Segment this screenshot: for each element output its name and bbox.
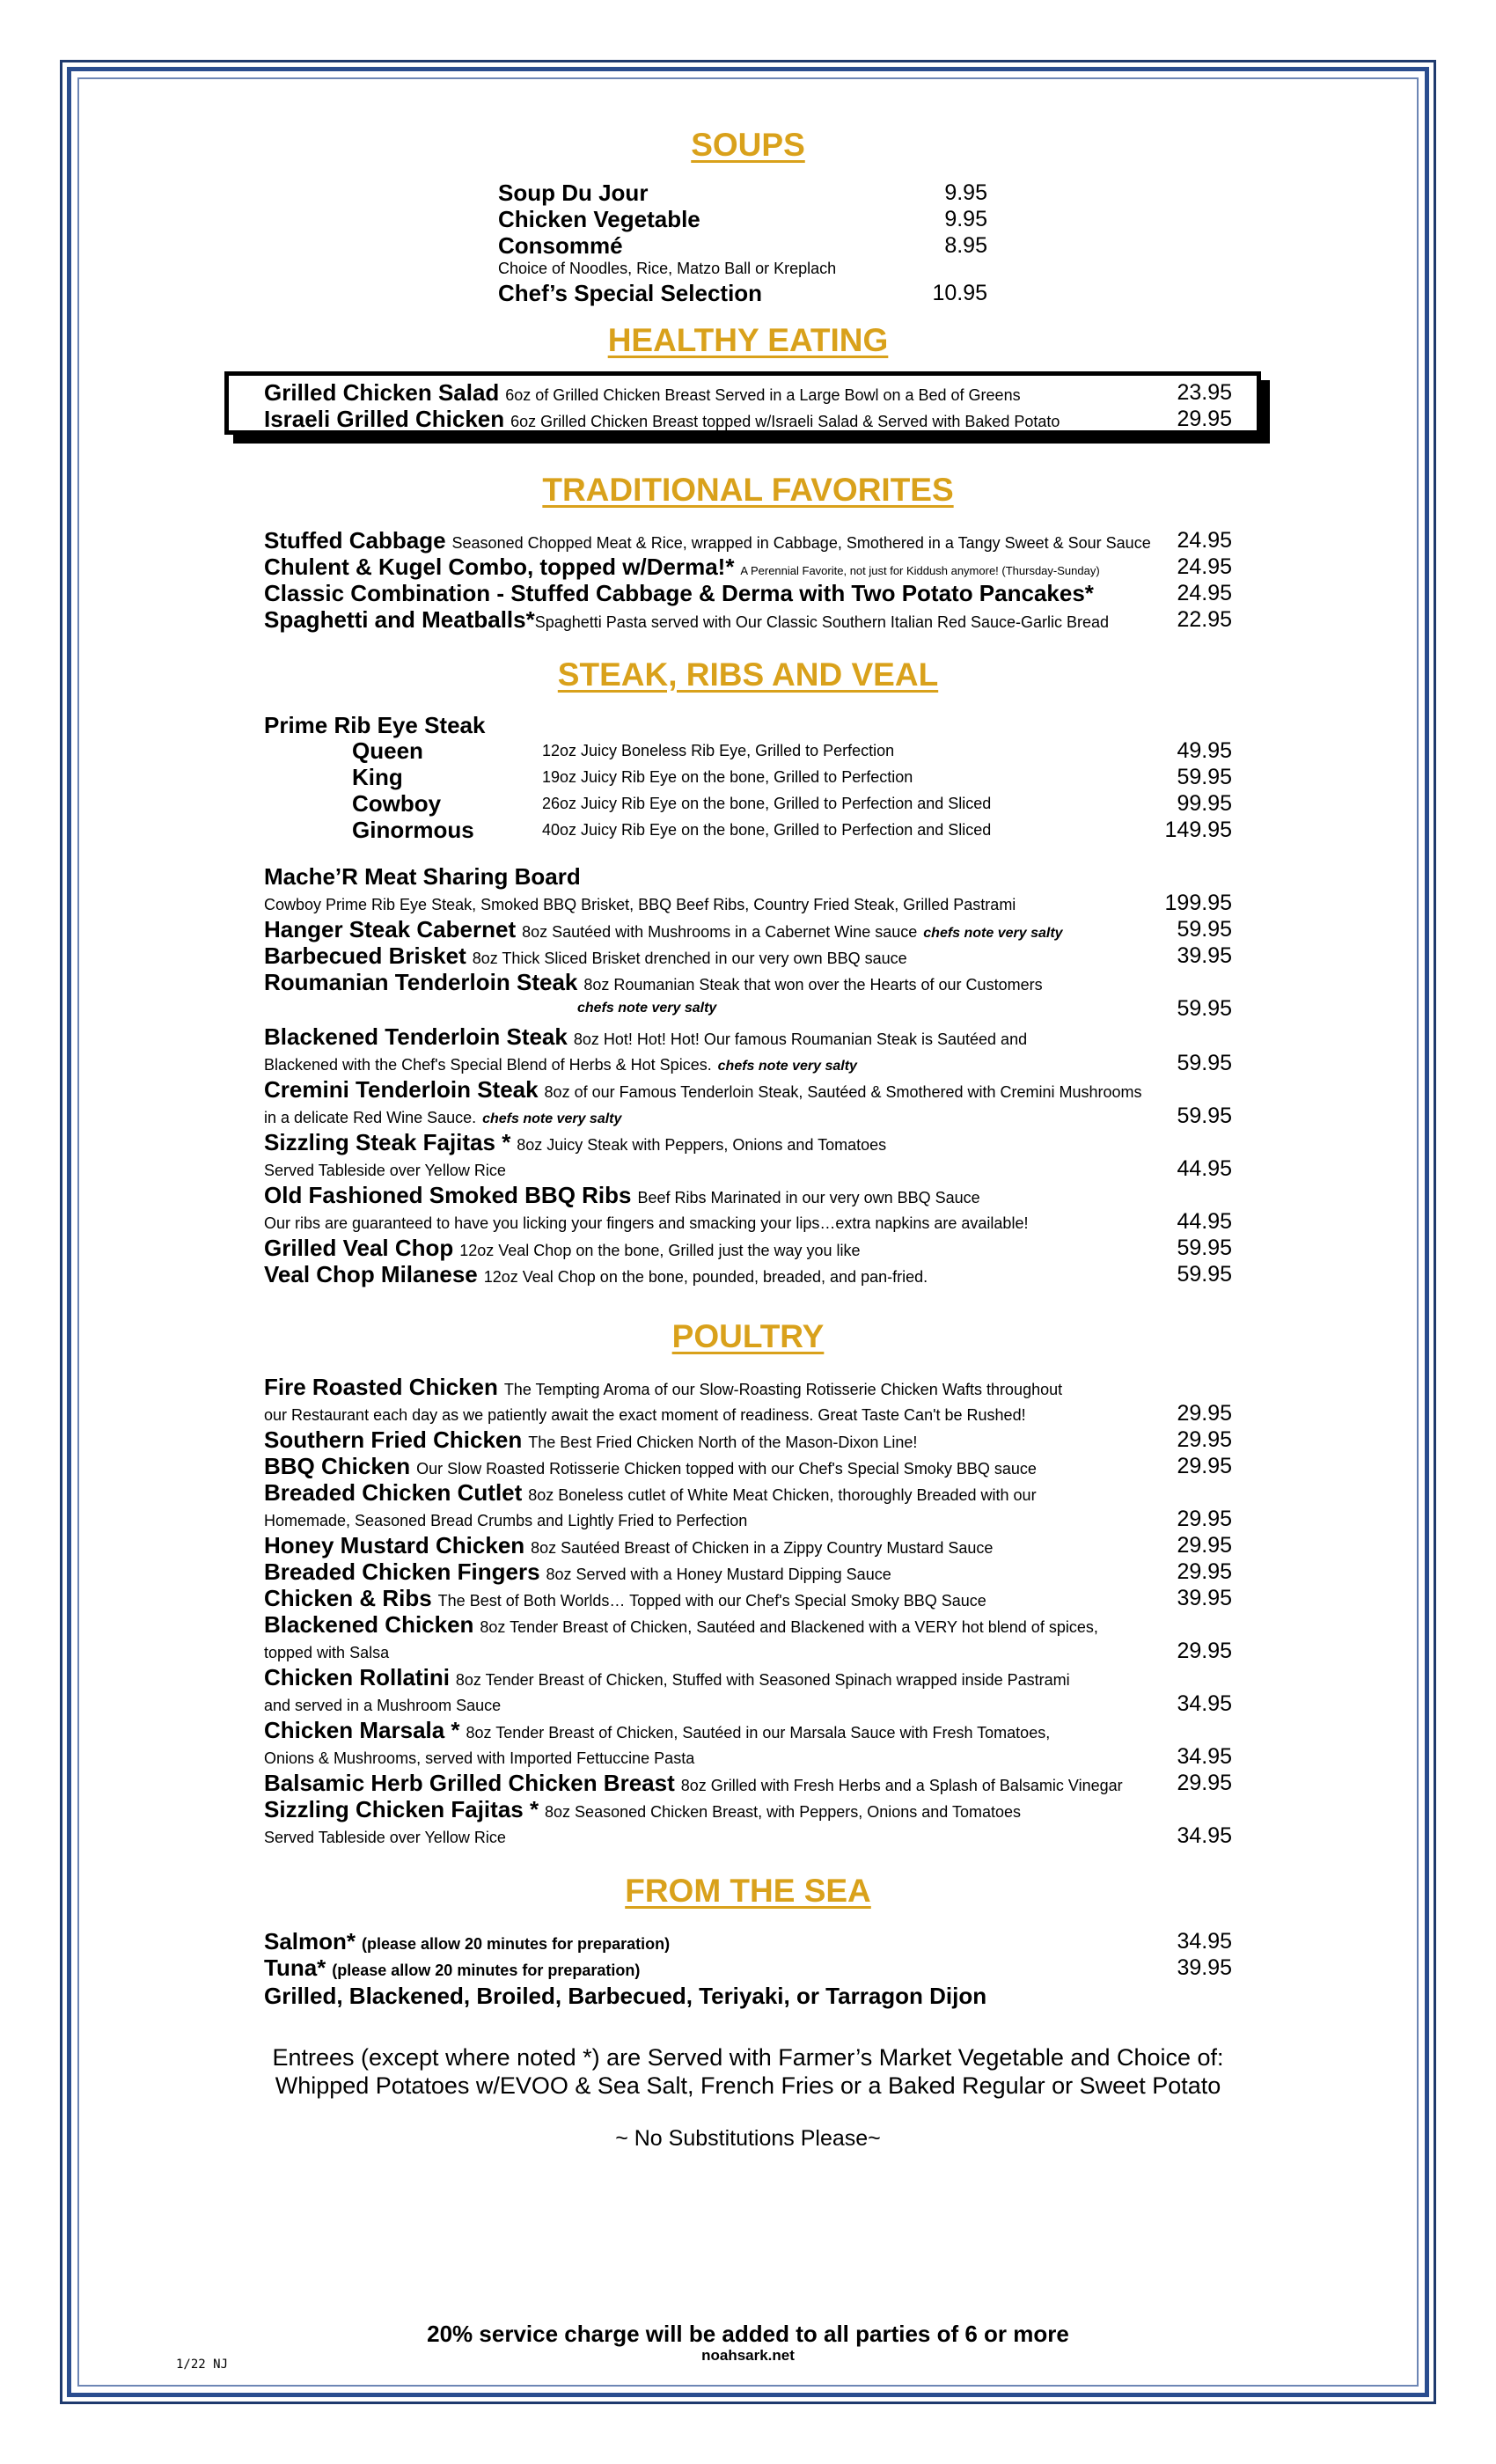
traditional-item: Classic Combination - Stuffed Cabbage & Derma with Two Potato Pancakes* 24.95 [264, 580, 1232, 606]
section-title-steak: STEAK, RIBS AND VEAL [557, 656, 939, 693]
sea-item: Salmon* (please allow 20 minutes for preparation) 34.95 [264, 1928, 1232, 1954]
poultry-item: Breaded Chicken Cutlet 8oz Boneless cutlet of White Meat Chicken, thoroughly Breaded with our [264, 1479, 1037, 1506]
steak-item-cont: in a delicate Red Wine Sauce. chefs note very salty 59.95 [264, 1104, 1232, 1128]
steak-item-cont: Our ribs are guaranteed to have you licking your fingers and smacking your lips…extra napkins are available! 44.95 [264, 1209, 1232, 1234]
section-title-soups: SOUPS [691, 127, 805, 163]
steak-item: Cremini Tenderloin Steak 8oz of our Famous Tenderloin Steak, Sautéed & Smothered with Cremini Mushrooms [264, 1076, 1142, 1103]
poultry-item-cont: Homemade, Seasoned Bread Crumbs and Lightly Fried to Perfection 29.95 [264, 1507, 1232, 1531]
steak-item: Barbecued Brisket 8oz Thick Sliced Brisket drenched in our very own BBQ sauce 39.95 [264, 942, 1232, 969]
website: noahsark.net [701, 2347, 795, 2364]
service-charge: 20% service charge will be added to all parties of 6 or more [427, 2321, 1069, 2347]
sea-styles: Grilled, Blackened, Broiled, Barbecued, Teriyaki, or Tarragon Dijon [264, 1983, 987, 2009]
traditional-item: Chulent & Kugel Combo, topped w/Derma!* A Perennial Favorite, not just for Kiddush anymore! (Thursday-Sunday) 24.95 [264, 554, 1232, 580]
no-substitutions: ~ No Substitutions Please~ [615, 2126, 881, 2151]
sharing-board-desc: Cowboy Prime Rib Eye Steak, Smoked BBQ Brisket, BBQ Beef Ribs, Country Fried Steak, Grilled Pastrami 199.95 [264, 891, 1232, 915]
traditional-item: Stuffed Cabbage Seasoned Chopped Meat & Rice, wrapped in Cabbage, Smothered in a Tangy Sweet & Sour Sauce 24.95 [264, 527, 1232, 554]
poultry-item: Southern Fried Chicken The Best Fried Chicken North of the Mason-Dixon Line! 29.95 [264, 1426, 1232, 1453]
entree-note-line2: Whipped Potatoes w/EVOO & Sea Salt, French Fries or a Baked Regular or Sweet Potato [275, 2072, 1221, 2099]
ribeye-cut: Ginormous 40oz Juicy Rib Eye on the bone, Grilled to Perfection and Sliced 149.95 [352, 817, 1232, 843]
section-title-poultry: POULTRY [671, 1318, 825, 1354]
soup-item: Consommé 8.95 [498, 232, 987, 259]
steak-item-cont: Served Tableside over Yellow Rice 44.95 [264, 1156, 1232, 1181]
poultry-item: Honey Mustard Chicken 8oz Sautéed Breast of Chicken in a Zippy Country Mustard Sauce 29.95 [264, 1532, 1232, 1558]
healthy-item: Grilled Chicken Salad 6oz of Grilled Chicken Breast Served in a Large Bowl on a Bed of Greens 23.95 [264, 379, 1232, 406]
soup-item-desc: Choice of Noodles, Rice, Matzo Ball or Kreplach [498, 260, 837, 277]
steak-item: Veal Chop Milanese 12oz Veal Chop on the bone, pounded, breaded, and pan-fried. 59.95 [264, 1261, 1232, 1287]
poultry-item: Chicken Rollatini 8oz Tender Breast of Chicken, Stuffed with Seasoned Spinach wrapped inside Pastrami [264, 1664, 1070, 1690]
steak-item: Old Fashioned Smoked BBQ Ribs Beef Ribs Marinated in our very own BBQ Sauce [264, 1182, 980, 1208]
poultry-item-cont: our Restaurant each day as we patiently await the exact moment of readiness. Great Taste Can't be Rushed! 29.95 [264, 1401, 1232, 1426]
section-title-sea: FROM THE SEA [625, 1873, 871, 1909]
ribeye-cut: King 19oz Juicy Rib Eye on the bone, Grilled to Perfection 59.95 [352, 764, 1232, 790]
sea-item: Tuna* (please allow 20 minutes for preparation) 39.95 [264, 1954, 1232, 1981]
ribeye-cut: Cowboy 26oz Juicy Rib Eye on the bone, Grilled to Perfection and Sliced 99.95 [352, 790, 1232, 817]
traditional-item: Spaghetti and Meatballs*Spaghetti Pasta served with Our Classic Southern Italian Red Sauce-Garlic Bread 22.95 [264, 606, 1232, 633]
poultry-item: Blackened Chicken 8oz Tender Breast of Chicken, Sautéed and Blackened with a VERY hot blend of spices, [264, 1611, 1098, 1638]
ribeye-cut: Queen 12oz Juicy Boneless Rib Eye, Grilled to Perfection 49.95 [352, 737, 1232, 764]
poultry-item: BBQ Chicken Our Slow Roasted Rotisserie Chicken topped with our Chef's Special Smoky BBQ sauce 29.95 [264, 1453, 1232, 1479]
poultry-item-cont: Onions & Mushrooms, served with Imported Fettuccine Pasta 34.95 [264, 1744, 1232, 1769]
poultry-item-cont: Served Tableside over Yellow Rice 34.95 [264, 1823, 1232, 1848]
poultry-item: Sizzling Chicken Fajitas * 8oz Seasoned Chicken Breast, with Peppers, Onions and Tomatoes [264, 1796, 1022, 1822]
soup-item: Chef’s Special Selection 10.95 [498, 280, 987, 306]
soup-item: Chicken Vegetable 9.95 [498, 206, 987, 232]
print-code: 1/22 NJ [176, 2358, 229, 2372]
steak-item-cont: Blackened with the Chef's Special Blend of Herbs & Hot Spices. chefs note very salty 59.95 [264, 1051, 1232, 1075]
healthy-item: Israeli Grilled Chicken 6oz Grilled Chicken Breast topped w/Israeli Salad & Served with Baked Potato 29.95 [264, 406, 1232, 432]
entree-note-line1: Entrees (except where noted *) are Served with Farmer’s Market Vegetable and Choice of: [272, 2044, 1224, 2071]
section-title-healthy: HEALTHY EATING [607, 322, 889, 358]
steak-item: Roumanian Tenderloin Steak 8oz Roumanian Steak that won over the Hearts of our Customers [264, 969, 1043, 995]
steak-item: Blackened Tenderloin Steak 8oz Hot! Hot! Hot! Our famous Roumanian Steak is Sautéed and [264, 1023, 1028, 1050]
poultry-item: Fire Roasted Chicken The Tempting Aroma of our Slow-Roasting Rotisserie Chicken Wafts throughout [264, 1374, 1063, 1400]
poultry-item: Chicken & Ribs The Best of Both Worlds… Topped with our Chef's Special Smoky BBQ Sauce 39.95 [264, 1585, 1232, 1611]
poultry-item: Breaded Chicken Fingers 8oz Served with a Honey Mustard Dipping Sauce 29.95 [264, 1558, 1232, 1585]
ribeye-title: Prime Rib Eye Steak [264, 712, 486, 738]
soup-item: Soup Du Jour 9.95 [498, 180, 987, 206]
steak-item: Hanger Steak Cabernet 8oz Sautéed with Mushrooms in a Cabernet Wine sauce chefs note very salty 59.95 [264, 916, 1232, 942]
poultry-item-cont: and served in a Mushroom Sauce 34.95 [264, 1691, 1232, 1716]
poultry-item-cont: topped with Salsa 29.95 [264, 1639, 1232, 1663]
sharing-board-title: Mache’R Meat Sharing Board [264, 863, 581, 890]
poultry-item: Chicken Marsala * 8oz Tender Breast of Chicken, Sautéed in our Marsala Sauce with Fresh Tomatoes, [264, 1717, 1051, 1743]
section-title-traditional: TRADITIONAL FAVORITES [542, 472, 954, 508]
steak-item: Grilled Veal Chop 12oz Veal Chop on the bone, Grilled just the way you like 59.95 [264, 1235, 1232, 1261]
steak-item: Sizzling Steak Fajitas * 8oz Juicy Steak with Peppers, Onions and Tomatoes [264, 1129, 887, 1155]
poultry-item: Balsamic Herb Grilled Chicken Breast 8oz Grilled with Fresh Herbs and a Splash of Balsamic Vinegar 29.95 [264, 1770, 1232, 1796]
steak-item-cont: chefs note very salty 59.95 [577, 996, 1232, 1021]
